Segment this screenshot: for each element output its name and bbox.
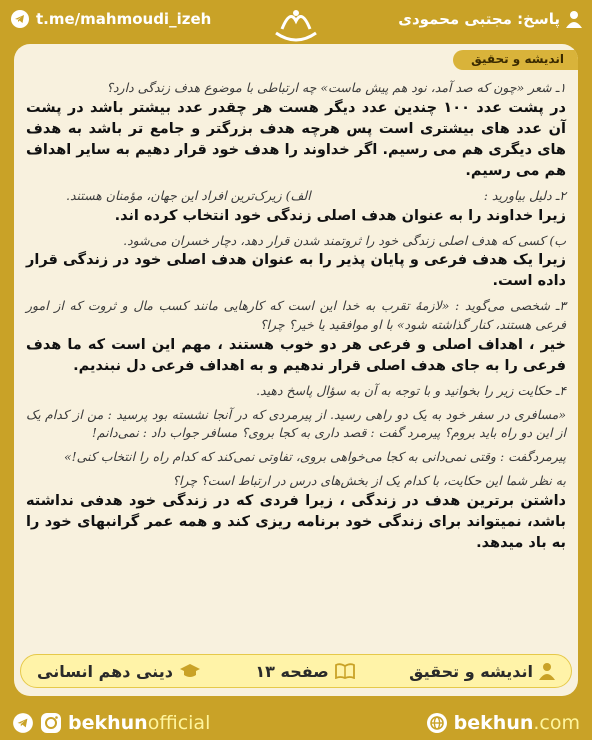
- qa-content: [26, 74, 566, 554]
- telegram-channel[interactable]: [10, 9, 211, 29]
- story-part-1: «مسافری در سفر خود به یک دو راهی رسید. از پیرمردی که در آنجا نشسته بود پرسید : من از کدام یک از این دو راه باید بروم؟ پیرمرد گفت : قصد داری به کجا بروی؟ مسافر جواب داد : نمی‌دانم!: [26, 406, 566, 441]
- story-part-2: پیرمردگفت : وقتی نمی‌دانی به کجا می‌خواهی بروی، تفاوتی نمی‌کند که کدام راه را انتخاب کنی!»: [63, 449, 566, 465]
- social-handle[interactable]: [12, 712, 210, 734]
- telegram-icon: [10, 9, 30, 29]
- website-link[interactable]: [426, 712, 580, 734]
- channel-link[interactable]: t.me/mahmoudi_izeh: [36, 10, 212, 28]
- footer-pill: [20, 654, 572, 688]
- telegram-icon: [12, 712, 34, 734]
- question-2b: ب) کسی که هدف اصلی زندگی خود را ثروتمند شدن قرار دهد، دچار خسران می‌شود.: [123, 232, 566, 248]
- footer-page: [255, 662, 354, 681]
- question-2-label: ۲ـ دلیل بیاورید :: [483, 187, 566, 203]
- story-question: به نظر شما این حکایت، با کدام یک از بخش‌های درس در ارتباط است؟ چرا؟: [172, 472, 566, 488]
- section-tag: اندیشه و تحقیق: [453, 50, 578, 70]
- bekhun-logo: [266, 2, 326, 46]
- answer-author: [398, 10, 582, 28]
- footer-section-label: اندیشه و تحقیق: [409, 661, 533, 681]
- answer-1: در پشت عدد ۱۰۰ چندین عدد دیگر هست هر چقدر عدد بیشتر باشد در پشت آن عدد های بیشتری است پس هرچه هدف بزرگتر و جامع تر باشد به هدف های دیگری هم می رسیم. اگر خداوند را هدف خود قرار دهیم به سایر اهداف هم می رسیم.: [26, 99, 566, 179]
- footer-page-label: صفحه ۱۳: [255, 661, 329, 681]
- question-3: ۳ـ شخصی می‌گوید : «لازمهٔ تقرب به خدا این است که کارهایی مانند کسب مال و ثروت که از امور فرعی هستند، کنار گذاشته شود» با او موافقید یا خیر؟ چرا؟: [26, 298, 566, 333]
- site-suffix: .com: [533, 712, 580, 734]
- answer-2a: زیرا خداوند را به عنوان هدف اصلی زندگی خود انتخاب کرده اند.: [114, 207, 566, 224]
- answer-4: داشتن برترین هدف در زندگی ، زیرا فردی که در زندگی خود هدفی نداشته باشد، نمیتواند برای زندگی خود برنامه ریزی کند و همه عمر گرانبهای خود را به باد میدهد.: [26, 492, 566, 551]
- site-prefix: bekhun: [453, 712, 534, 734]
- question-2: [26, 187, 566, 206]
- answer-2b: زیرا یک هدف فرعی و پایان پذیر را به عنوان هدف اصلی خود در زندگی قرار داده است.: [26, 252, 566, 290]
- bottom-bar: [0, 706, 592, 740]
- footer-book: [37, 662, 201, 681]
- content-card: [14, 44, 578, 696]
- social-suffix: official: [147, 712, 211, 734]
- footer-section: [409, 662, 555, 681]
- book-icon: [335, 663, 355, 679]
- question-1: ۱ـ شعر «چون که صد آمد، نود هم پیش ماست» چه ارتباطی با موضوع هدف زندگی دارد؟: [106, 80, 566, 95]
- user-icon: [566, 10, 582, 28]
- question-2-part-a: الف) زیرک‌ترین افراد این جهان، مؤمنان هستند.: [66, 187, 311, 203]
- answer-3: خیر ، اهداف اصلی و فرعی هر دو خوب هستند ، مهم این است که ما هدف فرعی را به جای هدف اصلی قرار ندهیم و به اهداف فرعی دل نبندیم.: [26, 336, 566, 374]
- question-4: ۴ـ حکایت زیر را بخوانید و با توجه به آن به سؤال پاسخ دهید.: [256, 382, 566, 398]
- person-icon: [539, 662, 555, 680]
- globe-icon: [426, 712, 448, 734]
- footer-book-label: دینی دهم انسانی: [37, 661, 173, 681]
- social-prefix: bekhun: [68, 712, 148, 734]
- graduation-cap-icon: [179, 663, 201, 679]
- instagram-icon: [40, 712, 62, 734]
- author-name: پاسخ: مجتبی محمودی: [398, 10, 560, 28]
